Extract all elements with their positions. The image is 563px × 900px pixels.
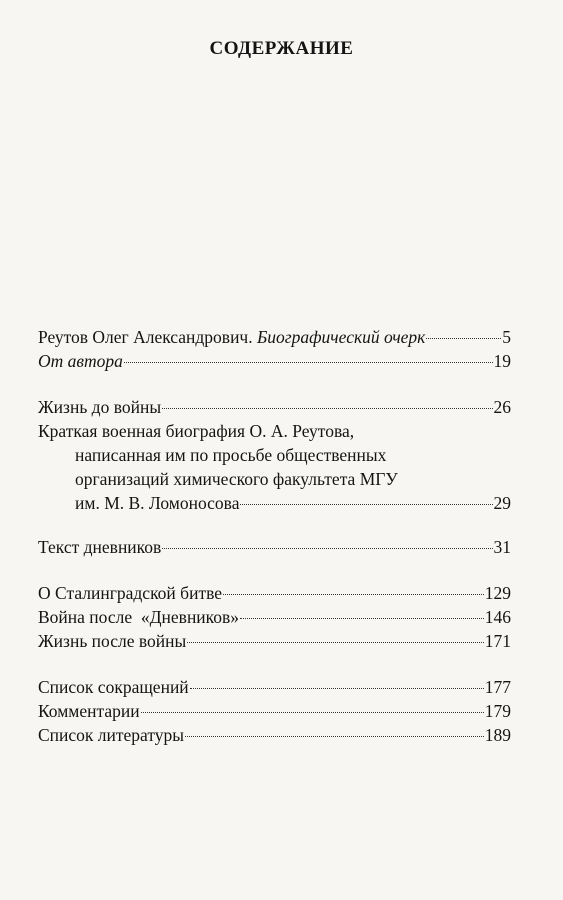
toc-entry-label: Комментарии: [38, 701, 140, 721]
toc-entry-label: От автора: [38, 351, 123, 371]
toc-entry-war-after-diaries[interactable]: [38, 605, 511, 629]
dot-leader: [240, 503, 492, 505]
toc-entry-biography[interactable]: [38, 325, 511, 349]
toc-page-number: 31: [493, 537, 511, 557]
toc-page-number: 146: [484, 607, 511, 627]
page-title: СОДЕРЖАНИЕ: [209, 38, 354, 59]
toc-entry-label-line: организаций химического факультета МГУ: [75, 469, 398, 489]
dot-leader: [426, 337, 501, 339]
toc-entry-comments[interactable]: [38, 699, 511, 723]
dot-leader: [141, 711, 484, 713]
toc-entry-label: Реутов Олег Александрович. Биографический очерк: [38, 327, 426, 347]
toc-page-number: 29: [493, 493, 511, 513]
toc-page-number: 179: [484, 701, 511, 721]
toc-entry-label-line: Краткая военная биография О. А. Реутова,: [38, 421, 355, 441]
dot-leader: [124, 361, 493, 363]
toc-entry-label: Жизнь после войны: [38, 631, 187, 651]
toc-entry-label: Жизнь до войны: [38, 397, 162, 417]
dot-leader: [162, 547, 492, 549]
toc-page-number: 177: [484, 677, 511, 697]
toc-entry-life-after-war[interactable]: [38, 629, 511, 653]
toc-entry-label-line: написанная им по просьбе общественных: [75, 445, 387, 465]
toc-entry-label: Список литературы: [38, 725, 185, 745]
dot-leader: [185, 735, 484, 737]
toc-page-number: 5: [502, 327, 511, 347]
toc-entry-from-author[interactable]: [38, 349, 511, 373]
toc-page-number: 171: [484, 631, 511, 651]
toc-entry-diary-text[interactable]: [38, 535, 511, 559]
toc-entry-stalingrad[interactable]: [38, 581, 511, 605]
toc-entry-label-line: им. М. В. Ломоносова: [75, 493, 240, 513]
dot-leader: [162, 407, 492, 409]
toc-entry-label: Текст дневников: [38, 537, 162, 557]
dot-leader: [223, 593, 484, 595]
toc-page-number: 19: [493, 351, 511, 371]
dot-leader: [190, 687, 484, 689]
toc-page-number: 129: [484, 583, 511, 603]
toc-entry-life-before-war[interactable]: [38, 395, 511, 419]
toc-page-number: 189: [484, 725, 511, 745]
table-of-contents: [38, 325, 511, 747]
toc-entry-bibliography[interactable]: [38, 723, 511, 747]
dot-leader: [187, 641, 483, 643]
toc-entry-abbreviations[interactable]: [38, 675, 511, 699]
toc-page-number: 26: [493, 397, 511, 417]
dot-leader: [240, 617, 484, 619]
toc-entry-label: Война после «Дневников»: [38, 607, 240, 627]
toc-entry-military-biography[interactable]: [38, 419, 511, 515]
toc-entry-label: Список сокращений: [38, 677, 189, 697]
toc-entry-label: О Сталинградской битве: [38, 583, 223, 603]
